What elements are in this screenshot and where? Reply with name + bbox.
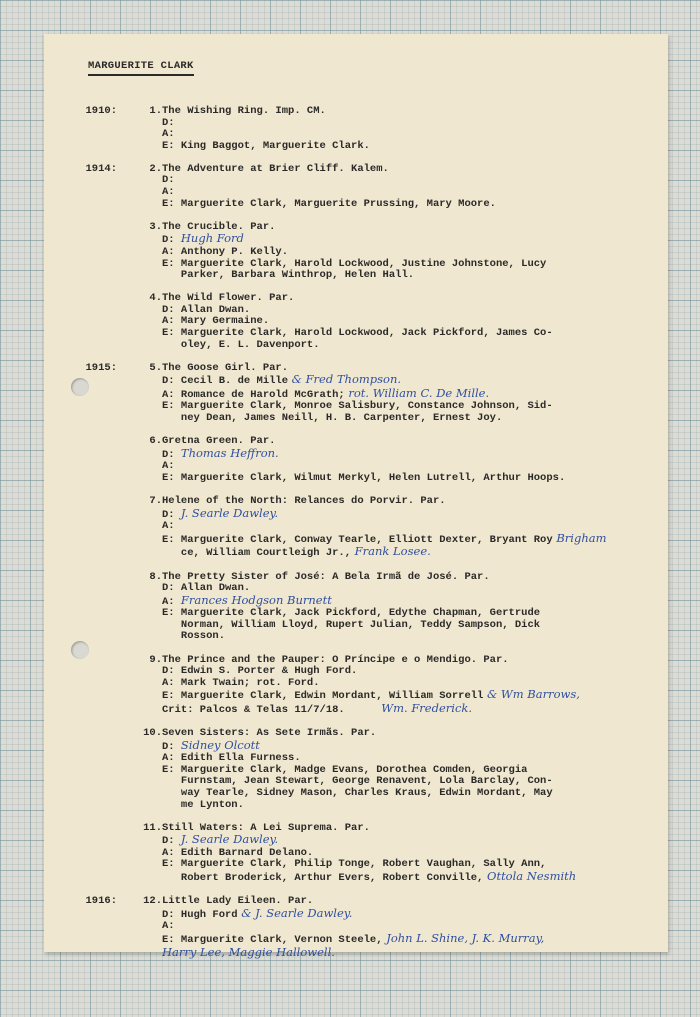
typed-text: E: Marguerite Clark, Conway Tearle, Elliott Dexter, Bryant Roy bbox=[162, 533, 553, 546]
typed-text: D: bbox=[162, 835, 181, 848]
typed-text: Crit: Palcos & Telas 11/7/18. bbox=[162, 703, 345, 716]
typed-text: Parker, Barbara Winthrop, Helen Hall. bbox=[162, 269, 415, 282]
handwritten-note: & Wm Barrows, bbox=[483, 687, 580, 702]
film-detail-line bbox=[162, 106, 638, 118]
film-detail-line bbox=[162, 270, 638, 282]
typed-text: D: bbox=[162, 508, 181, 521]
film-entry bbox=[44, 572, 668, 644]
typed-text: Gretna Green. Par. bbox=[162, 435, 276, 448]
film-detail-line bbox=[162, 164, 638, 176]
typed-text: E: Marguerite Clark, Edwin Mordant, William Sorrell bbox=[162, 690, 484, 703]
typed-text: way Tearle, Sidney Mason, Charles Kraus, Edwin Mordant, May bbox=[162, 787, 553, 799]
handwritten-note: J. Searle Dawley. bbox=[180, 832, 279, 847]
typed-text: Robert Broderick, Arthur Evers, Robert Conville, bbox=[162, 872, 484, 885]
film-detail-line bbox=[162, 896, 638, 908]
handwritten-note: Thomas Heffron. bbox=[180, 445, 279, 460]
film-year bbox=[44, 293, 120, 351]
film-detail-line bbox=[162, 505, 638, 522]
typed-text: D: bbox=[162, 174, 175, 187]
film-number: 4. bbox=[149, 292, 162, 305]
typed-text: D: Edwin S. Porter & Hugh Ford. bbox=[162, 665, 358, 678]
typed-text: A: bbox=[162, 186, 175, 199]
typed-text: E: Marguerite Clark, Wilmut Merkyl, Helen Lutrell, Arthur Hoops. bbox=[162, 471, 566, 484]
film-detail-line bbox=[162, 473, 638, 485]
typed-text: D: bbox=[162, 116, 175, 129]
film-number: 12. bbox=[143, 895, 162, 908]
typed-text: E: Marguerite Clark, Jack Pickford, Edythe Chapman, Gertrude bbox=[162, 607, 541, 620]
typed-text: A: Edith Barnard Delano. bbox=[162, 846, 314, 859]
film-entry bbox=[44, 363, 668, 425]
typed-text: E: Marguerite Clark, Monroe Salisbury, Constance Johnson, Sid- bbox=[162, 400, 553, 413]
handwritten-note: Frances Hodgson Burnett bbox=[180, 592, 332, 607]
film-detail-line bbox=[162, 592, 638, 609]
typed-text: A: bbox=[162, 520, 175, 533]
page-title: MARGUERITE CLARK bbox=[88, 60, 194, 76]
film-detail-line bbox=[162, 118, 638, 130]
typed-text: D: Allan Dwan. bbox=[162, 303, 251, 316]
film-year: 1914: bbox=[85, 162, 117, 175]
typed-text: Seven Sisters: As Sete Irmãs. Par. bbox=[162, 727, 377, 740]
film-detail-line bbox=[162, 905, 638, 922]
film-year: 1910: bbox=[85, 105, 117, 117]
typed-text: D: bbox=[162, 448, 181, 461]
film-detail-line bbox=[162, 413, 638, 425]
typed-text: A: Edith Ella Furness. bbox=[162, 752, 301, 765]
film-number: 5. bbox=[149, 361, 162, 374]
typed-text: The Crucible. Par. bbox=[162, 220, 276, 233]
film-detail-line bbox=[162, 834, 638, 848]
typed-text: ce, William Courtleigh Jr., bbox=[162, 547, 352, 560]
typed-text: A: Mark Twain; rot. Ford. bbox=[162, 676, 320, 689]
handwritten-note: & J. Searle Dawley. bbox=[237, 905, 353, 920]
film-year bbox=[44, 728, 120, 811]
typed-text: Still Waters: A Lei Suprema. Par. bbox=[162, 821, 370, 834]
film-details bbox=[162, 572, 638, 644]
typed-text: me Lynton. bbox=[162, 798, 244, 811]
typed-text: Rosson. bbox=[162, 630, 226, 643]
typed-text: A: Anthony P. Kelly. bbox=[162, 245, 289, 258]
typed-text: The Prince and the Pauper: O Príncipe e o Mendigo. Par. bbox=[162, 653, 509, 666]
typed-text: A: bbox=[162, 460, 175, 473]
film-detail-line bbox=[162, 445, 638, 462]
typed-text: A: Romance de Harold McGrath; bbox=[162, 388, 345, 401]
typed-text: E: Marguerite Clark, Philip Tonge, Robert Vaughan, Sally Ann, bbox=[162, 858, 547, 871]
film-number: 11. bbox=[143, 821, 162, 834]
film-details bbox=[162, 222, 638, 282]
film-detail-line bbox=[162, 199, 638, 211]
typed-text: D: bbox=[162, 234, 181, 247]
typed-text: E: Marguerite Clark, Marguerite Prussing, Mary Moore. bbox=[162, 197, 496, 210]
film-year bbox=[44, 655, 120, 717]
typed-text: A: Mary Germaine. bbox=[162, 315, 270, 328]
film-entry bbox=[44, 728, 668, 811]
handwritten-note: Sidney Olcott bbox=[180, 737, 260, 752]
typed-text: The Wishing Ring. Imp. CM. bbox=[162, 105, 326, 117]
typed-text: The Pretty Sister of José: A Bela Irmã de José. Par. bbox=[162, 570, 490, 583]
typed-text: The Goose Girl. Par. bbox=[162, 361, 289, 374]
film-details bbox=[162, 293, 638, 351]
film-detail-line bbox=[162, 700, 638, 717]
film-number: 9. bbox=[149, 653, 162, 666]
handwritten-note: Ottola Nesmith bbox=[483, 869, 577, 884]
handwritten-note: Hugh Ford bbox=[180, 231, 244, 246]
film-detail-line bbox=[162, 620, 638, 632]
film-year bbox=[44, 823, 120, 885]
film-details bbox=[162, 896, 638, 960]
film-entry bbox=[44, 436, 668, 484]
film-entry bbox=[44, 293, 668, 351]
film-entry bbox=[44, 823, 668, 885]
typed-text: Norman, William Lloyd, Rupert Julian, Teddy Sampson, Dick bbox=[162, 618, 541, 631]
film-detail-line bbox=[162, 175, 638, 187]
film-number: 6. bbox=[149, 435, 162, 448]
film-details bbox=[162, 496, 638, 560]
typed-text: D: Hugh Ford bbox=[162, 908, 238, 921]
typed-text: D: bbox=[162, 740, 181, 753]
film-entry bbox=[44, 106, 668, 152]
handwritten-note: Wm. Frederick. bbox=[344, 700, 473, 715]
handwritten-note: & Fred Thompson. bbox=[288, 372, 402, 387]
handwritten-note: John L. Shine, J. K. Murray, bbox=[382, 930, 545, 945]
film-year bbox=[44, 572, 120, 644]
typed-text: E: Marguerite Clark, Harold Lockwood, Jack Pickford, James Co- bbox=[162, 327, 553, 339]
typed-text: E: Marguerite Clark, Harold Lockwood, Justine Johnstone, Lucy bbox=[162, 257, 547, 270]
filmography-list bbox=[44, 106, 668, 972]
film-year bbox=[44, 496, 120, 560]
typed-text: A: bbox=[162, 595, 181, 608]
film-detail-line bbox=[162, 944, 638, 961]
film-entry bbox=[44, 222, 668, 282]
film-entry bbox=[44, 164, 668, 210]
film-entry bbox=[44, 655, 668, 717]
typed-text: E: King Baggot, Marguerite Clark. bbox=[162, 139, 370, 152]
film-details bbox=[162, 363, 638, 425]
typed-text: E: Marguerite Clark, Vernon Steele, bbox=[162, 933, 383, 946]
film-entry bbox=[44, 896, 668, 960]
handwritten-note: J. Searle Dawley. bbox=[180, 505, 279, 520]
film-details bbox=[162, 106, 638, 152]
film-year bbox=[44, 222, 120, 282]
film-number: 8. bbox=[149, 570, 162, 583]
film-year: 1916: bbox=[85, 895, 117, 908]
film-number: 1. bbox=[149, 105, 162, 117]
film-detail-line bbox=[162, 141, 638, 153]
typed-text: The Wild Flower. Par. bbox=[162, 292, 295, 305]
handwritten-note: rot. William C. De Mille. bbox=[344, 385, 490, 400]
film-details bbox=[162, 655, 638, 717]
film-detail-line bbox=[162, 631, 638, 643]
film-detail-line bbox=[162, 737, 638, 754]
film-entry bbox=[44, 496, 668, 560]
film-number: 10. bbox=[143, 727, 162, 740]
typed-text: E: Marguerite Clark, Madge Evans, Dorothea Comden, Georgia bbox=[162, 763, 528, 776]
typed-text: Helene of the North: Relances do Porvir. Par. bbox=[162, 495, 446, 508]
film-detail-line bbox=[162, 546, 638, 560]
typed-text: D: Cecil B. de Mille bbox=[162, 375, 289, 388]
film-details bbox=[162, 728, 638, 811]
film-number: 2. bbox=[149, 162, 162, 175]
film-details bbox=[162, 436, 638, 484]
typed-text: Little Lady Eileen. Par. bbox=[162, 895, 314, 908]
film-detail-line bbox=[162, 340, 638, 352]
typed-text: A: bbox=[162, 128, 175, 141]
typed-text: Furnstam, Jean Stewart, George Renavent, Lola Barclay, Con- bbox=[162, 775, 553, 788]
typed-text: A: bbox=[162, 920, 175, 933]
film-number: 7. bbox=[149, 495, 162, 508]
film-detail-line bbox=[162, 233, 638, 247]
film-details bbox=[162, 823, 638, 885]
handwritten-note: Harry Lee, Maggie Hallowell. bbox=[162, 944, 335, 959]
typed-text: ney Dean, James Neill, H. B. Carpenter, Ernest Joy. bbox=[162, 412, 503, 425]
film-detail-line bbox=[162, 800, 638, 812]
film-year bbox=[44, 436, 120, 484]
film-year: 1915: bbox=[85, 361, 117, 374]
film-detail-line bbox=[162, 871, 638, 885]
handwritten-note: Brigham bbox=[552, 530, 607, 545]
typed-text: The Adventure at Brier Cliff. Kalem. bbox=[162, 162, 389, 175]
film-details bbox=[162, 164, 638, 210]
handwritten-note: Frank Losee. bbox=[351, 544, 431, 559]
typed-text: oley, E. L. Davenport. bbox=[162, 338, 320, 351]
film-number: 3. bbox=[149, 220, 162, 233]
film-detail-line bbox=[162, 385, 638, 402]
document-sheet bbox=[44, 34, 668, 959]
typed-text: D: Allan Dwan. bbox=[162, 582, 251, 595]
